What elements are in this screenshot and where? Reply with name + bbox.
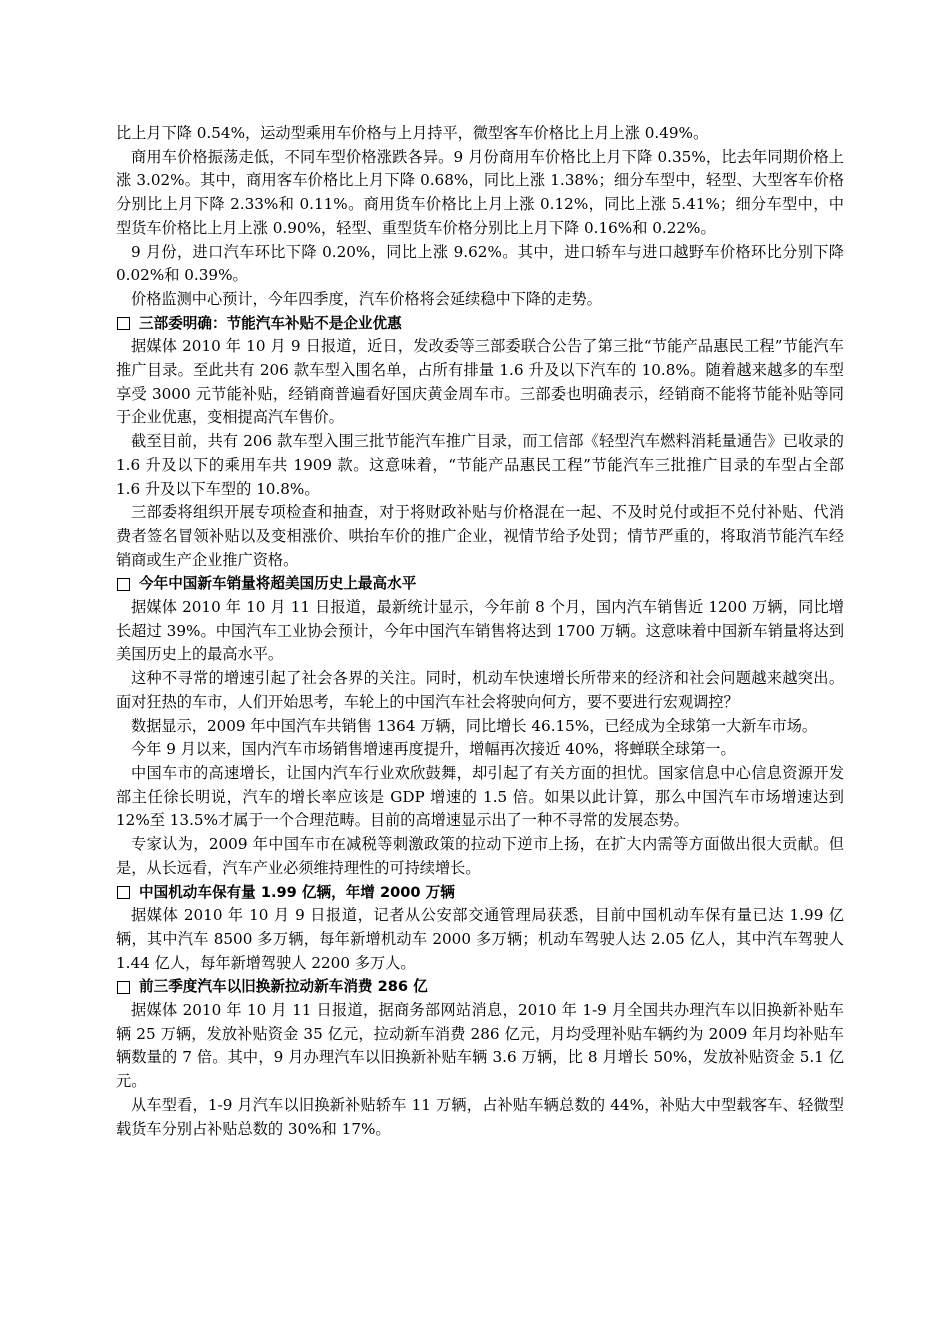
section-heading xyxy=(116,312,844,336)
section-heading-text: 今年中国新车销量将超美国历史上最高水平 xyxy=(139,575,417,593)
paragraph: 中国车市的高速增长，让国内汽车行业欢欣鼓舞，却引起了有关方面的担忧。国家信息中心信息资源开发部主任徐长明说，汽车的增长率应该是 GDP 增速的 1.5 倍。如果以此计算，那么中国汽车市场增速达到 12%至 13.5%才属于一个合理范畴。目前的高增速显示出了一种不寻常的发展态势。 xyxy=(116,763,844,830)
paragraph: 据媒体 2010 年 10 月 11 日报道，据商务部网站消息，2010 年 1-9 月全国共办理汽车以旧换新补贴车辆 25 万辆，发放补贴资金 35 亿元，拉动新车消费 286 亿元，月均受理补贴车辆约为 2009 年月均补贴车辆数量的 7 倍。其中，9 月办理汽车以旧换新补贴车辆 3.6 万辆，比 8 月增长 50%，发放补贴资金 5.1 亿元。 xyxy=(116,1001,844,1091)
paragraph: 商用车价格振荡走低，不同车型价格涨跌各异。9 月份商用车价格比上月下降 0.35%，比去年同期价格上涨 3.02%。其中，商用客车价格比上月下降 0.68%，同比上涨 1.38%；细分车型中，轻型、大型客车价格分别比上月下降 2.33%和 0.11%。商用货车价格比上月上涨 0.12%，同比上涨 5.41%；细分车型中，中型货车价格比上月上涨 0.90%，轻型、重型货车价格分别比上月下降 0.16%和 0.22%。 xyxy=(116,147,844,237)
section-heading-text: 中国机动车保有量 1.99 亿辆，年增 2000 万辆 xyxy=(139,883,455,901)
paragraph: 这种不寻常的增速引起了社会各界的关注。同时，机动车快速增长所带来的经济和社会问题越来越突出。面对狂热的车市，人们开始思考，车轮上的中国汽车社会将驶向何方，要不要进行宏观调控？ xyxy=(116,669,844,711)
document-body xyxy=(116,122,844,1141)
paragraph: 截至目前，共有 206 款车型入围三批节能汽车推广目录，而工信部《轻型汽车燃料消耗量通告》已收录的 1.6 升及以下的乘用车共 1909 款。这意味着，“节能产品惠民工程”节能汽车三批推广目录的车型占全部 1.6 升及以下车型的 10.8%。 xyxy=(116,432,844,498)
section-heading-text: 三部委明确：节能汽车补贴不是企业优惠 xyxy=(139,314,402,332)
paragraph: 9 月份，进口汽车环比下降 0.20%，同比上涨 9.62%。其中，进口轿车与进口越野车价格环比分别下降 0.02%和 0.39%。 xyxy=(116,242,844,285)
checkbox-square-icon xyxy=(117,317,130,330)
paragraph: 从车型看，1-9 月汽车以旧换新补贴轿车 11 万辆，占补贴车辆总数的 44%，补贴大中型载客车、轻微型载货车分别占补贴总数的 30%和 17%。 xyxy=(116,1095,844,1138)
paragraph: 据媒体 2010 年 10 月 9 日报道，记者从公安部交通管理局获悉，目前中国机动车保有量已达 1.99 亿辆，其中汽车 8500 多万辆，每年新增机动车 2000 多万辆；机动车驾驶人达 2.05 亿人，其中汽车驾驶人 1.44 亿人，每年新增驾驶人 2200 多万人。 xyxy=(116,906,844,972)
section-heading-text: 前三季度汽车以旧换新拉动新车消费 286 亿 xyxy=(139,978,428,996)
paragraph: 据媒体 2010 年 10 月 11 日报道，最新统计显示，今年前 8 个月，国内汽车销售近 1200 万辆，同比增长超过 39%。中国汽车工业协会预计，今年中国汽车销售将达到 1700 万辆。这意味着中国新车销量将达到美国历史上的最高水平。 xyxy=(116,598,844,664)
paragraph: 据媒体 2010 年 10 月 9 日报道，近日，发改委等三部委联合公告了第三批“节能产品惠民工程”节能汽车推广目录。至此共有 206 款车型入围名单，占所有排量 1.6 升及以下汽车的 10.8%。随着越来越多的车型享受 3000 元节能补贴，经销商普遍看好国庆黄金周车市。三部委也明确表示，经销商不能将节能补贴等同于企业优惠，变相提高汽车售价。 xyxy=(116,337,844,427)
section-heading xyxy=(116,975,844,999)
paragraph: 今年 9 月以来，国内汽车市场销售增速再度提升，增幅再次接近 40%，将蝉联全球第一。 xyxy=(131,740,736,759)
paragraph: 专家认为，2009 年中国车市在减税等刺激政策的拉动下逆市上扬，在扩大内需等方面做出很大贡献。但是，从长远看，汽车产业必须维持理性的可持续增长。 xyxy=(116,835,844,877)
section-heading xyxy=(116,881,844,905)
paragraph: 价格监测中心预计，今年四季度，汽车价格将会延续稳中下降的走势。 xyxy=(131,289,602,308)
paragraph: 数据显示，2009 年中国汽车共销售 1364 万辆，同比增长 46.15%，已经成为全球第一大新车市场。 xyxy=(131,716,818,735)
section-heading xyxy=(116,572,844,596)
paragraph: 比上月下降 0.54%，运动型乘用车价格与上月持平，微型客车价格比上月上涨 0.49%。 xyxy=(116,124,709,142)
checkbox-square-icon xyxy=(117,578,130,591)
checkbox-square-icon xyxy=(117,981,130,994)
paragraph: 三部委将组织开展专项检查和抽查，对于将财政补贴与价格混在一起、不及时兑付或拒不兑付补贴、代消费者签名冒领补贴以及变相涨价、哄抬车价的推广企业，视情节给予处罚；情节严重的，将取消节能汽车经销商或生产企业推广资格。 xyxy=(116,503,844,569)
checkbox-square-icon xyxy=(117,886,130,899)
